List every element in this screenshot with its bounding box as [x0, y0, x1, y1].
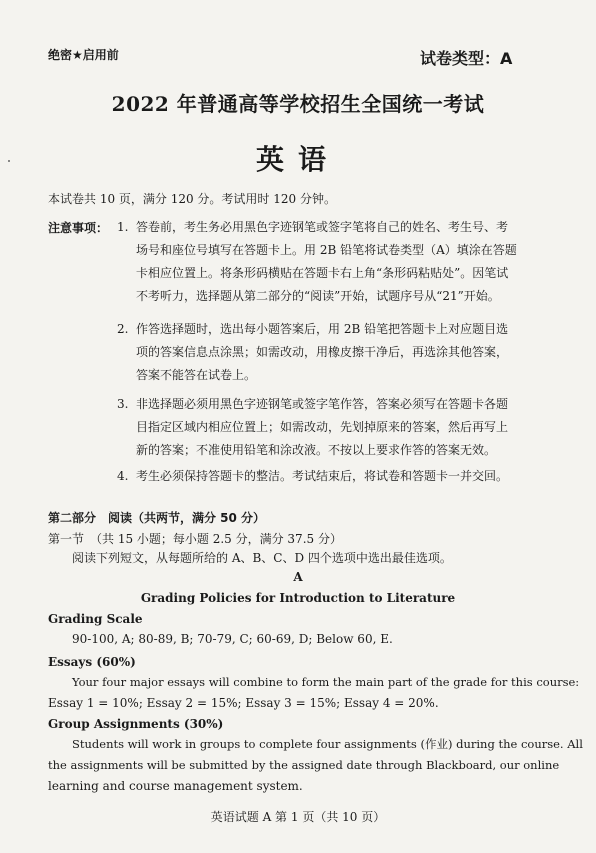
note-line: 目指定区域内相应位置上；如需改动，先划掉原来的答案，然后再写上	[136, 420, 509, 434]
essays-heading: Essays (60%)	[48, 655, 136, 669]
paragraph-line: Essay 1 = 10%; Essay 2 = 15%; Essay 3 = 15%; Essay 4 = 20%.	[48, 696, 439, 710]
note-line: 非选择题必须用黑色字迹钢笔或签字笔作答，答案必须写在答题卡各题	[136, 397, 509, 411]
note-line: 新的答案；不准使用铅笔和涂改液。不按以上要求作答的答案无效。	[136, 443, 497, 457]
section-instruction: 阅读下列短文，从每题所给的 A、B、C、D 四个选项中选出最佳选项。	[72, 551, 452, 565]
note-number: 4.	[117, 469, 129, 483]
paragraph-line: learning and course management system.	[48, 779, 303, 793]
group-assignments-heading: Group Assignments (30%)	[48, 717, 224, 731]
notes-label: 注意事项：	[48, 221, 109, 235]
note-number: 3.	[117, 397, 129, 411]
note-line: 卡相应位置上。将条形码横贴在答题卡右上角“条形码粘贴处”。因笔试	[136, 266, 509, 280]
note-line: 考生必须保持答题卡的整洁。考试结束后，将试卷和答题卡一并交回。	[136, 469, 509, 483]
note-item	[117, 393, 577, 462]
page-footer: 英语试题 A 第 1 页（共 10 页）	[210, 810, 386, 824]
note-line: 答案不能答在试卷上。	[136, 368, 257, 382]
note-line: 作答选择题时，选出每小题答案后，用 2B 铅笔把答题卡上对应题目选	[136, 322, 509, 336]
group-paragraph	[48, 734, 583, 797]
note-number: 1.	[117, 220, 129, 234]
note-line: 不考听力，选择题从第二部分的“阅读”开始，试题序号从“21”开始。	[136, 289, 500, 303]
exam-intro: 本试卷共 10 页，满分 120 分。考试用时 120 分钟。	[48, 192, 336, 206]
note-line: 答卷前，考生务必用黑色字迹钢笔或签字笔将自己的姓名、考生号、考	[136, 220, 509, 234]
note-line: 项的答案信息点涂黑；如需改动，用橡皮擦干净后，再选涂其他答案，	[136, 345, 509, 359]
passage-title: Grading Policies for Introduction to Literature	[140, 591, 456, 605]
note-item	[117, 465, 577, 488]
paragraph-line: Your four major essays will combine to form the main part of the grade for this course:	[72, 675, 580, 689]
grading-scale-text: 90-100, A; 80-89, B; 70-79, C; 60-69, D; Below 60, E.	[72, 632, 393, 646]
section-heading: 第二部分 阅读（共两节，满分 50 分）	[48, 511, 266, 525]
passage-letter: A	[293, 570, 303, 584]
grading-scale-heading: Grading Scale	[48, 612, 143, 626]
note-item	[117, 216, 577, 308]
paragraph-line: the assignments will be submitted by the assigned date through Blackboard, our online	[48, 758, 560, 772]
note-number: 2.	[117, 322, 129, 336]
section-subheading: 第一节 （共 15 小题；每小题 2.5 分，满分 37.5 分）	[48, 532, 342, 546]
paragraph-line: Students will work in groups to complete four assignments (作业) during the course. All	[72, 737, 583, 751]
note-item	[117, 318, 577, 387]
confidential-label: 绝密★启用前	[48, 48, 119, 62]
paper-type-label: 试卷类型：A	[420, 49, 513, 68]
essays-paragraph	[48, 672, 580, 714]
note-line: 场号和座位号填写在答题卡上。用 2B 铅笔将试卷类型（A）填涂在答题	[136, 243, 517, 257]
subject-title: 英语	[255, 143, 340, 176]
exam-title: 2022 年普通高等学校招生全国统一考试	[111, 92, 485, 116]
